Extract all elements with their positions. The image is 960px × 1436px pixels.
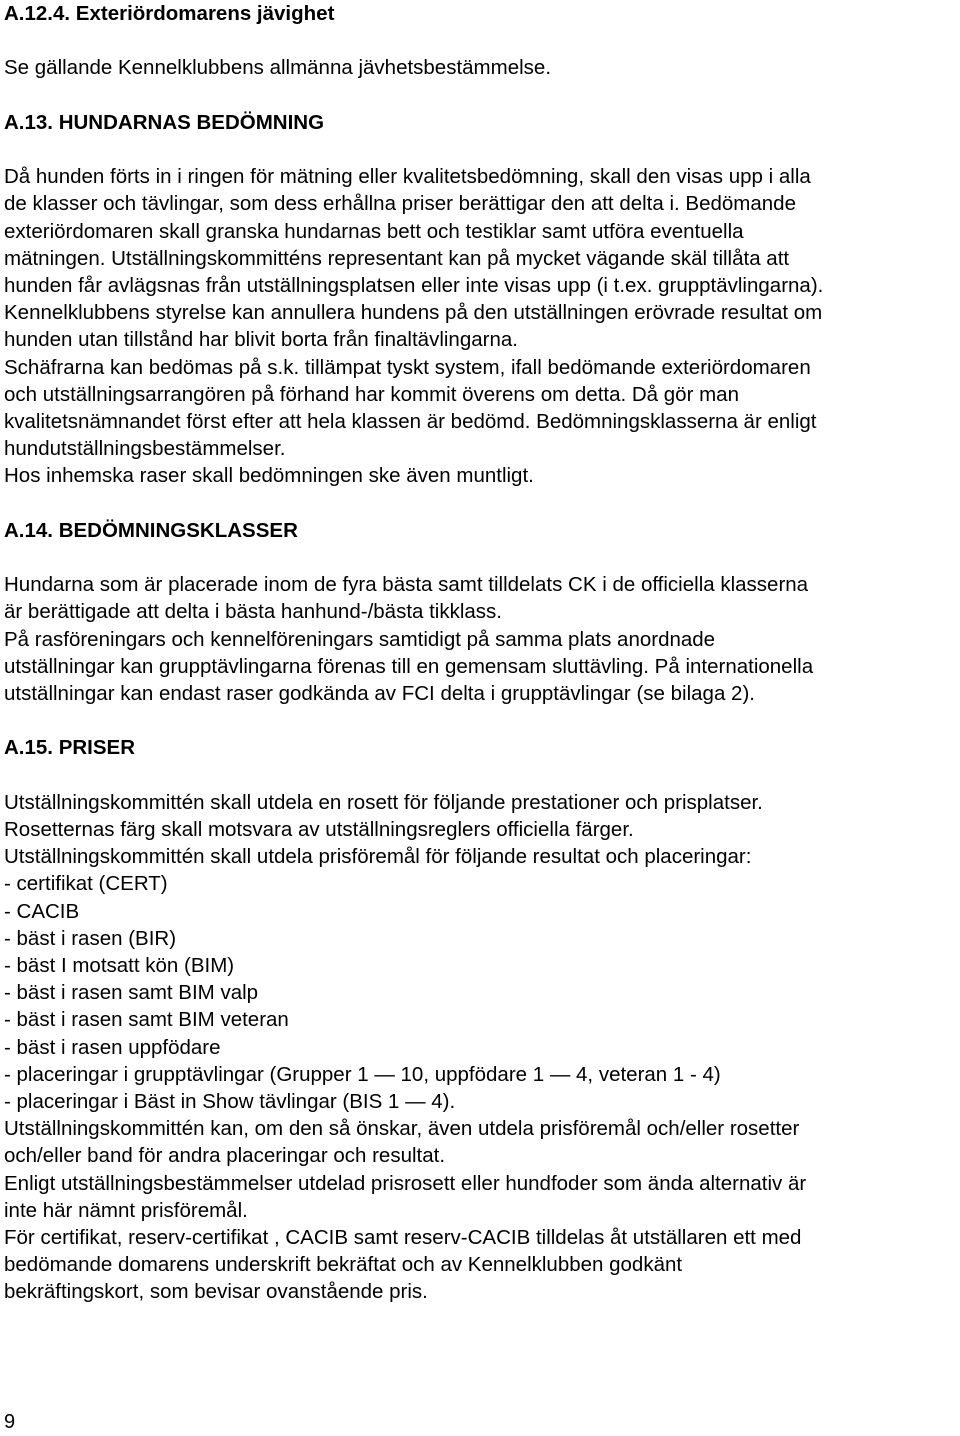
spacer (4, 544, 956, 571)
list-item: - placeringar i grupptävlingar (Grupper 1 — 10, uppfödare 1 — 4, veteran 1 - 4) (4, 1062, 721, 1086)
list-item: - CACIB (4, 899, 80, 923)
section-text-a15-outro: Utställningskommittén kan, om den så önskar, även utdela prisföremål och/eller rosetter och/eller band för andra placeringar och resultat. Enligt utställningsbestämmelser utdelad prisrosett eller hundfoder som ända alternativ är inte här nämnt prisföremål. För certifikat, reserv-certifikat , CACIB samt reserv-CACIB tilldelas åt utställaren ett med bedömande domarens underskrift bekräftat och av Kennelklubben godkänt bekräftingskort, som bevisar ovanstående pris. (4, 1117, 807, 1304)
section-text-a13: Då hunden förts in i ringen för mätning eller kvalitetsbedömning, skall den visas upp i alla de klasser och tävlingar, som dess erhållna priser berättigar den att delta i. Bedömande exteriördomaren skall granska hundarnas bett och testiklar samt utföra eventuella mätningen. Utställningskommitténs representant kan på mycket vägande skäl tillåta att hunden får avlägsnas från utställningsplatsen eller inte visas upp (i t.ex. grupptävlingarna). Kennelklubbens styrelse kan annullera hundens på den utställningen erövrade resultat om hunden utan tillstånd har blivit borta från finaltävlingarna. Schäfrarna kan bedömas på s.k. tillämpat tyskt system, ifall bedömande exteriördomaren och utställningsarrangören på förhand har kommit överens om detta. Då gör man kvalitetsnämnandet först efter att hela klassen är bedömd. Bedömningsklasserna är enligt hundutställningsbestämmelser. Hos inhemska raser skall bedömningen ske även muntligt. (4, 165, 824, 488)
spacer (4, 762, 956, 789)
spacer (4, 82, 956, 109)
section-text-a15-intro: Utställningskommittén skall utdela en rosett för följande prestationer och prisplatser. Rosetternas färg skall motsvara av utställningsreglers officiella färger. Utställningskommittén skall utdela prisföremål för följande resultat och placeringar: (4, 790, 763, 869)
list-item: - bäst i rasen samt BIM veteran (4, 1008, 289, 1032)
prize-list (4, 870, 956, 1115)
section-heading-a12-4: A.12.4. Exteriördomarens jävighet (4, 2, 335, 25)
section-heading-a15: A.15. PRISER (4, 736, 136, 760)
section-heading-a14: A.14. BEDÖMNINGSKLASSER (4, 518, 298, 542)
list-item: - bäst i rasen uppfödare (4, 1035, 221, 1059)
page-number: 9 (4, 1411, 16, 1433)
section-text-a12-4: Se gällande Kennelklubbens allmänna jävhetsbestämmelse. (4, 56, 552, 80)
spacer (4, 136, 956, 163)
list-item: - bäst I motsatt kön (BIM) (4, 954, 235, 977)
section-text-a14: Hundarna som är placerade inom de fyra bästa samt tilldelats CK i de officiella klasserna är berättigade att delta i bästa hanhund-/bästa tikklass. På rasföreningars och kennelföreningars samtidigt på samma plats anordnade utställningar kan grupptävlingarna förenas till en gemensam sluttävling. På internationella utställningar kan endast raser godkända av FCI delta i grupptävlingar (se bilaga 2). (4, 573, 814, 705)
list-item: - certifikat (CERT) (4, 872, 168, 896)
document-page (4, 0, 956, 1306)
list-item: - bäst i rasen samt BIM valp (4, 981, 259, 1005)
list-item: - bäst i rasen (BIR) (4, 926, 177, 950)
section-heading-a13: A.13. HUNDARNAS BEDÖMNING (4, 110, 325, 134)
list-item: - placeringar i Bäst in Show tävlingar (BIS 1 — 4). (4, 1090, 456, 1114)
spacer (4, 707, 956, 734)
spacer (4, 27, 956, 54)
spacer (4, 490, 956, 517)
